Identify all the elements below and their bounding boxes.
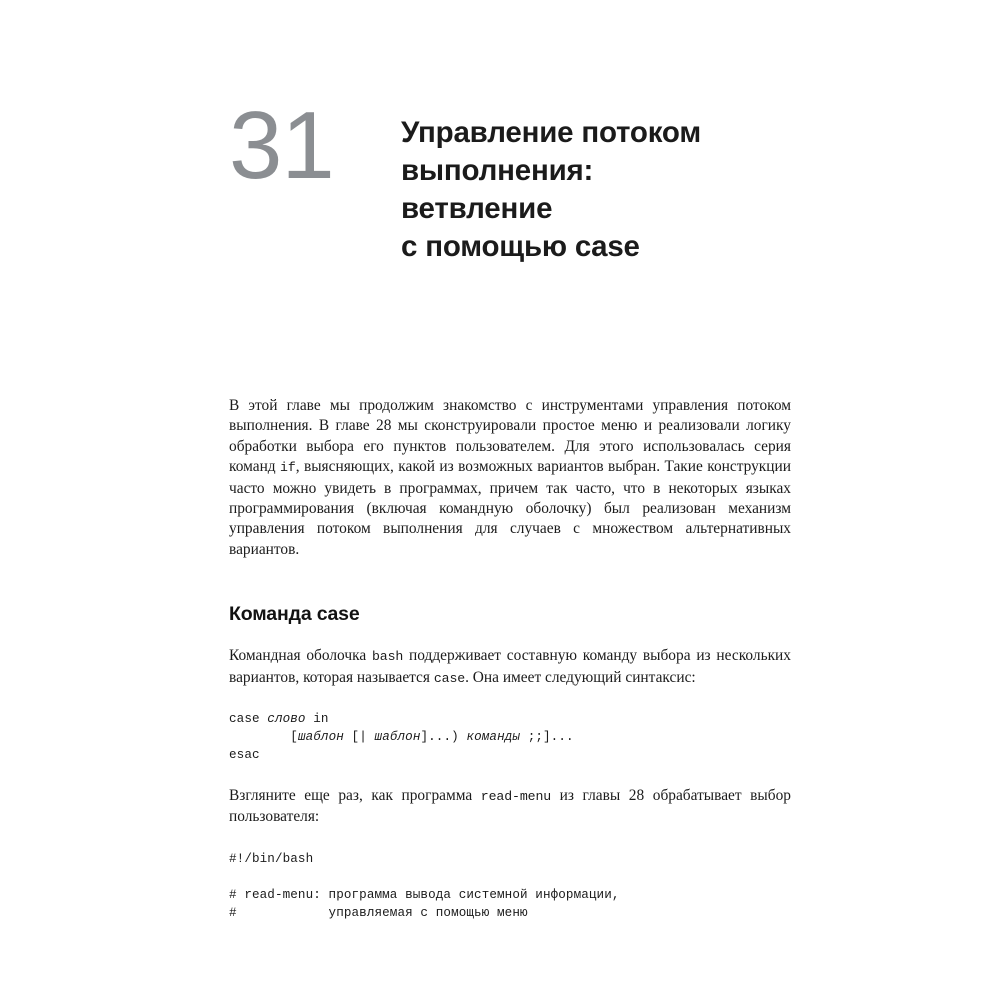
syntax-line-2-placeholder-pattern-1: шаблон [297, 730, 344, 745]
readmenu-paragraph-part-2: из главы 28 обрабатывает выбор пользователя: [229, 787, 791, 826]
syntax-line-3-keyword-esac: esac [229, 748, 260, 763]
readmenu-paragraph-part-1: Взгляните еще раз, как программа [229, 787, 481, 805]
spacer [229, 626, 791, 646]
shell-paragraph-part-3: . Она имеет следующий синтаксис: [465, 668, 696, 686]
spacer [229, 560, 791, 602]
listing-line-shebang: #!/bin/bash [229, 851, 314, 866]
inline-code-bash: bash [371, 649, 404, 665]
syntax-line-2-separator-1: [| [343, 730, 375, 745]
syntax-line-2-separator-2: ]...) [420, 730, 467, 745]
syntax-line-2-placeholder-commands: команды [466, 730, 521, 745]
syntax-line-2-bracket-open: [ [290, 730, 298, 745]
syntax-line-2-tail: ;;]... [520, 730, 574, 745]
chapter-title-line-3: ветвление [401, 192, 553, 225]
intro-paragraph [229, 396, 791, 560]
chapter-title-line-2: выполнения: [401, 154, 594, 187]
shell-paragraph-part-1: Командная оболочка [229, 647, 372, 665]
inline-code-case: case [433, 670, 466, 686]
chapter-title [401, 100, 794, 266]
syntax-line-1-keyword-case: case [229, 712, 268, 727]
intro-paragraph-text-after: , выясняющих, какой из возможных вариантов выбран. Такие конструкции часто можно увидеть в программах, причем так часто, что в некоторых языках программирования (включая командную оболочку) был реализован механизм управления потоком выполнения для случаев с множеством альтернативных вариантов. [229, 458, 791, 558]
inline-code-if: if [280, 460, 296, 476]
case-syntax-block [229, 710, 791, 764]
spacer [229, 764, 791, 786]
chapter-title-line-1: Управление потоком [401, 116, 701, 149]
syntax-line-2-placeholder-pattern-2: шаблон [374, 730, 421, 745]
listing-line-comment-2: # управляемая с помощью меню [229, 905, 528, 920]
shell-paragraph [229, 646, 791, 689]
chapter-title-line-4: с помощью case [401, 230, 640, 263]
script-listing [229, 850, 791, 922]
shell-paragraph-part-2: поддерживает составную команду выбора из нескольких вариантов, которая называется [229, 647, 791, 686]
content-column [229, 396, 791, 922]
readmenu-paragraph [229, 786, 791, 828]
spacer [229, 828, 791, 850]
chapter-number: 31 [229, 92, 334, 199]
syntax-line-2-indent [229, 730, 290, 744]
listing-line-comment-1: # read-menu: программа вывода системной информации, [229, 887, 620, 902]
inline-code-read-menu: read-menu [480, 789, 552, 805]
intro-paragraph-text-before: В этой главе мы продолжим знакомство с инструментами управления потоком выполнения. В главе 28 мы сконструировали простое меню и реализовали логику обработки выбора его пунктов пользователем. Для этого использовалась серия команд [229, 397, 791, 476]
syntax-line-1-keyword-in: in [305, 712, 329, 727]
chapter-opener [229, 92, 794, 266]
section-heading-case: Команда case [229, 603, 360, 626]
syntax-line-1-placeholder-word: слово [267, 712, 306, 727]
spacer [229, 689, 791, 710]
